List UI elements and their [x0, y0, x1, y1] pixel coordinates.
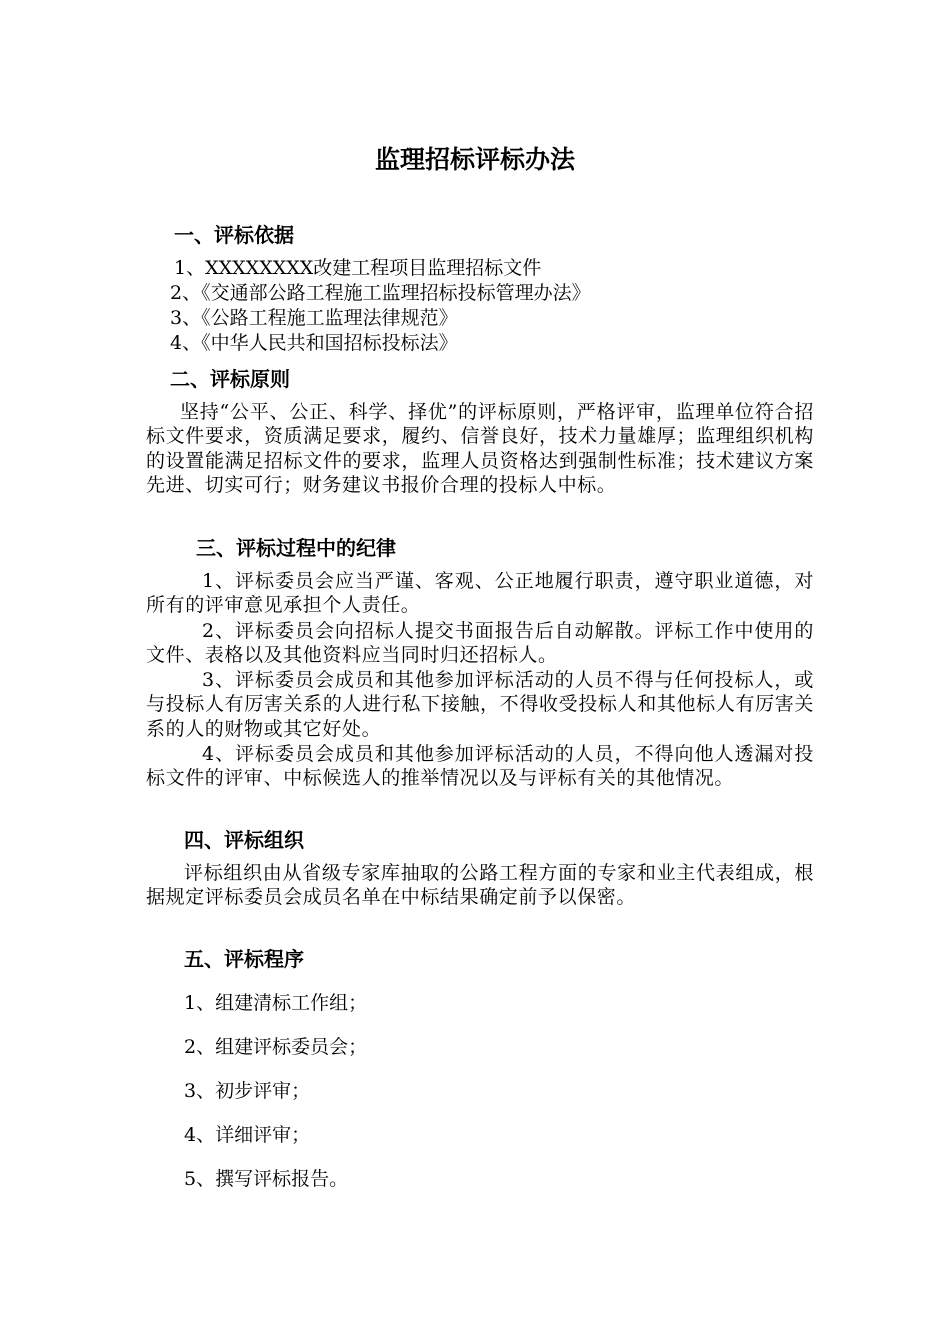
section-1-item-4: 4、《中华人民共和国招标投标法》 [170, 332, 458, 354]
document-title: 监理招标评标办法 [374, 145, 575, 174]
section-1-item-1: 1、XXXXXXXX改建工程项目监理招标文件 [174, 257, 542, 279]
section-1-item-3: 3、《公路工程施工监理法律规范》 [170, 307, 458, 329]
section-1-heading: 一、评标依据 [174, 223, 294, 247]
section-5-item-5: 5、撰写评标报告。 [184, 1168, 349, 1190]
section-2-heading: 二、评标原则 [170, 367, 290, 391]
section-2-paragraph: 坚持“公平、公正、科学、择优”的评标原则，严格评审，监理单位符合招标文件要求，资质满足要求，履约、信誉良好，技术力量雄厚；监理组织机构的设置能满足招标文件的要求，监理人员资格达到强制性标准；技术建议方案先进、切实可行；财务建议书报价合理的投标人中标。 [146, 401, 814, 497]
section-3-paragraph-2: 2、评标委员会向招标人提交书面报告后自动解散。评标工作中使用的文件、表格以及其他资料应当同时归还招标人。 [146, 620, 814, 667]
section-3-heading: 三、评标过程中的纪律 [196, 536, 396, 560]
section-4-paragraph: 评标组织由从省级专家库抽取的公路工程方面的专家和业主代表组成，根据规定评标委员会成员名单在中标结果确定前予以保密。 [146, 862, 814, 909]
section-5-item-1: 1、组建清标工作组； [184, 992, 368, 1014]
section-4-heading: 四、评标组织 [184, 828, 304, 852]
section-3-paragraph-4: 4、评标委员会成员和其他参加评标活动的人员，不得向他人透漏对投标文件的评审、中标候选人的推举情况以及与评标有关的其他情况。 [146, 743, 814, 790]
section-5-item-3: 3、初步评审； [184, 1080, 311, 1102]
section-1-item-2: 2、《交通部公路工程施工监理招标投标管理办法》 [170, 282, 591, 304]
section-5-heading: 五、评标程序 [184, 947, 304, 971]
section-3-paragraph-3: 3、评标委员会成员和其他参加评标活动的人员不得与任何投标人，或与投标人有厉害关系的人进行私下接触，不得收受投标人和其他标人有厉害关系的人的财物或其它好处。 [146, 669, 814, 740]
section-3-paragraph-1: 1、评标委员会应当严谨、客观、公正地履行职责，遵守职业道德，对所有的评审意见承担个人责任。 [146, 570, 814, 617]
section-5-item-4: 4、详细评审； [184, 1124, 311, 1146]
section-5-item-2: 2、组建评标委员会； [184, 1036, 368, 1058]
